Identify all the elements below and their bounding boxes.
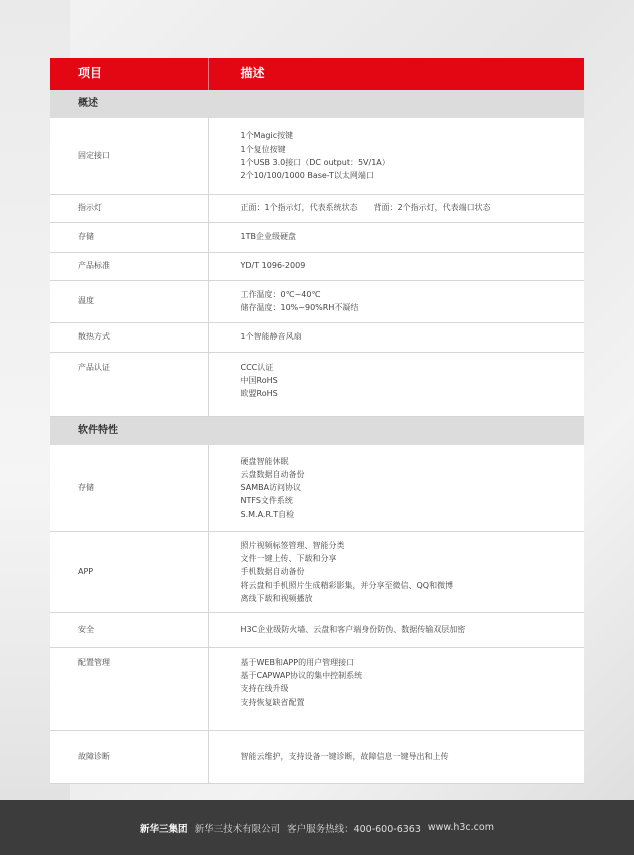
desc-line: 2个10/100/1000 Base-T以太网端口 — [240, 170, 374, 180]
desc-line: 欧盟RoHS — [240, 388, 278, 398]
row-description — [208, 118, 584, 194]
table-row — [50, 445, 584, 532]
desc-line: CCC认证 — [240, 362, 274, 372]
row-label: 固定接口 — [50, 118, 208, 194]
row-label: 产品标准 — [50, 252, 208, 280]
desc-line: 1个USB 3.0接口（DC output：5V/1A） — [240, 157, 390, 167]
row-description — [208, 445, 584, 532]
row-description — [208, 731, 584, 784]
table-row — [50, 648, 584, 731]
footer-brand: 新华三集团 — [140, 823, 188, 835]
desc-line: 硬盘智能休眠 — [240, 456, 289, 466]
desc-line: 手机数据自动备份 — [240, 567, 305, 577]
row-label: 产品认证 — [50, 352, 208, 416]
desc-line: 1个复位按键 — [240, 144, 286, 154]
row-label: 配置管理 — [50, 648, 208, 731]
row-label: 存储 — [50, 445, 208, 532]
row-label: 存储 — [50, 222, 208, 252]
table-row — [50, 352, 584, 416]
table-row — [50, 194, 584, 222]
row-description — [208, 252, 584, 280]
row-label: 故障诊断 — [50, 731, 208, 784]
desc-line: SAMBA访问协议 — [240, 483, 302, 493]
row-description — [208, 194, 584, 222]
row-description — [208, 280, 584, 322]
desc-line: 云盘数据自动备份 — [240, 469, 305, 479]
desc-line: 文件一键上传、下载和分享 — [240, 554, 337, 564]
table-row — [50, 252, 584, 280]
footer-website-link[interactable]: www.h3c.com — [427, 822, 494, 833]
section-software-row — [50, 416, 584, 445]
row-description — [208, 613, 584, 648]
header-item: 项目 — [50, 58, 208, 90]
table-header-row — [50, 58, 584, 90]
desc-line: 照片视频标签管理、智能分类 — [240, 540, 345, 550]
row-label: 指示灯 — [50, 194, 208, 222]
row-description — [208, 648, 584, 731]
header-description: 描述 — [208, 58, 584, 90]
section-title-software: 软件特性 — [50, 416, 584, 445]
footer-hotline: 客户服务热线：400-600-6363 — [287, 823, 421, 835]
footer-bar — [0, 800, 634, 855]
desc-line: 智能云维护，支持设备一键诊断，故障信息一键导出和上传 — [240, 752, 449, 762]
table-row — [50, 532, 584, 613]
row-label: 散热方式 — [50, 322, 208, 352]
desc-line: 中国RoHS — [240, 375, 278, 385]
desc-line: 1个Magic按键 — [240, 131, 294, 141]
table-row — [50, 222, 584, 252]
desc-line: 离线下载和视频播放 — [240, 593, 313, 603]
row-description — [208, 322, 584, 352]
table-row — [50, 322, 584, 352]
desc-line: S.M.A.R.T自检 — [240, 509, 295, 519]
row-description — [208, 222, 584, 252]
row-label: APP — [50, 532, 208, 613]
desc-line: 1个智能静音风扇 — [240, 332, 302, 342]
desc-line: 基于WEB和APP的用户管理接口 — [240, 658, 355, 667]
desc-line: 基于CAPWAP协议的集中控制系统 — [240, 671, 363, 681]
table-row — [50, 731, 584, 784]
desc-line: NTFS文件系统 — [240, 496, 293, 506]
desc-line: 储存温度：10%~90%RH不凝结 — [240, 303, 359, 312]
row-label: 温度 — [50, 280, 208, 322]
desc-line: 支持在线升级 — [240, 684, 289, 694]
desc-line: 工作温度：0℃~40℃ — [240, 289, 321, 299]
table-row — [50, 118, 584, 194]
row-label: 安全 — [50, 613, 208, 648]
desc-line: H3C企业级防火墙、云盘和客户端身份防伪、数据传输双层加密 — [240, 625, 466, 635]
section-overview-row — [50, 90, 584, 118]
desc-line: 支持恢复缺省配置 — [240, 697, 305, 707]
section-title-overview: 概述 — [50, 90, 584, 118]
desc-line: 将云盘和手机照片生成精彩影集，并分享至微信、QQ和微博 — [240, 580, 454, 590]
row-description — [208, 352, 584, 416]
desc-line: YD/T 1096-2009 — [240, 261, 306, 271]
table-row — [50, 613, 584, 648]
footer-company: 新华三技术有限公司 — [194, 823, 281, 835]
desc-line: 1TB企业级硬盘 — [240, 232, 296, 242]
spec-table — [50, 58, 584, 784]
row-description — [208, 532, 584, 613]
desc-line: 正面：1个指示灯，代表系统状态 背面：2个指示灯，代表端口状态 — [240, 203, 491, 213]
table-row — [50, 280, 584, 322]
